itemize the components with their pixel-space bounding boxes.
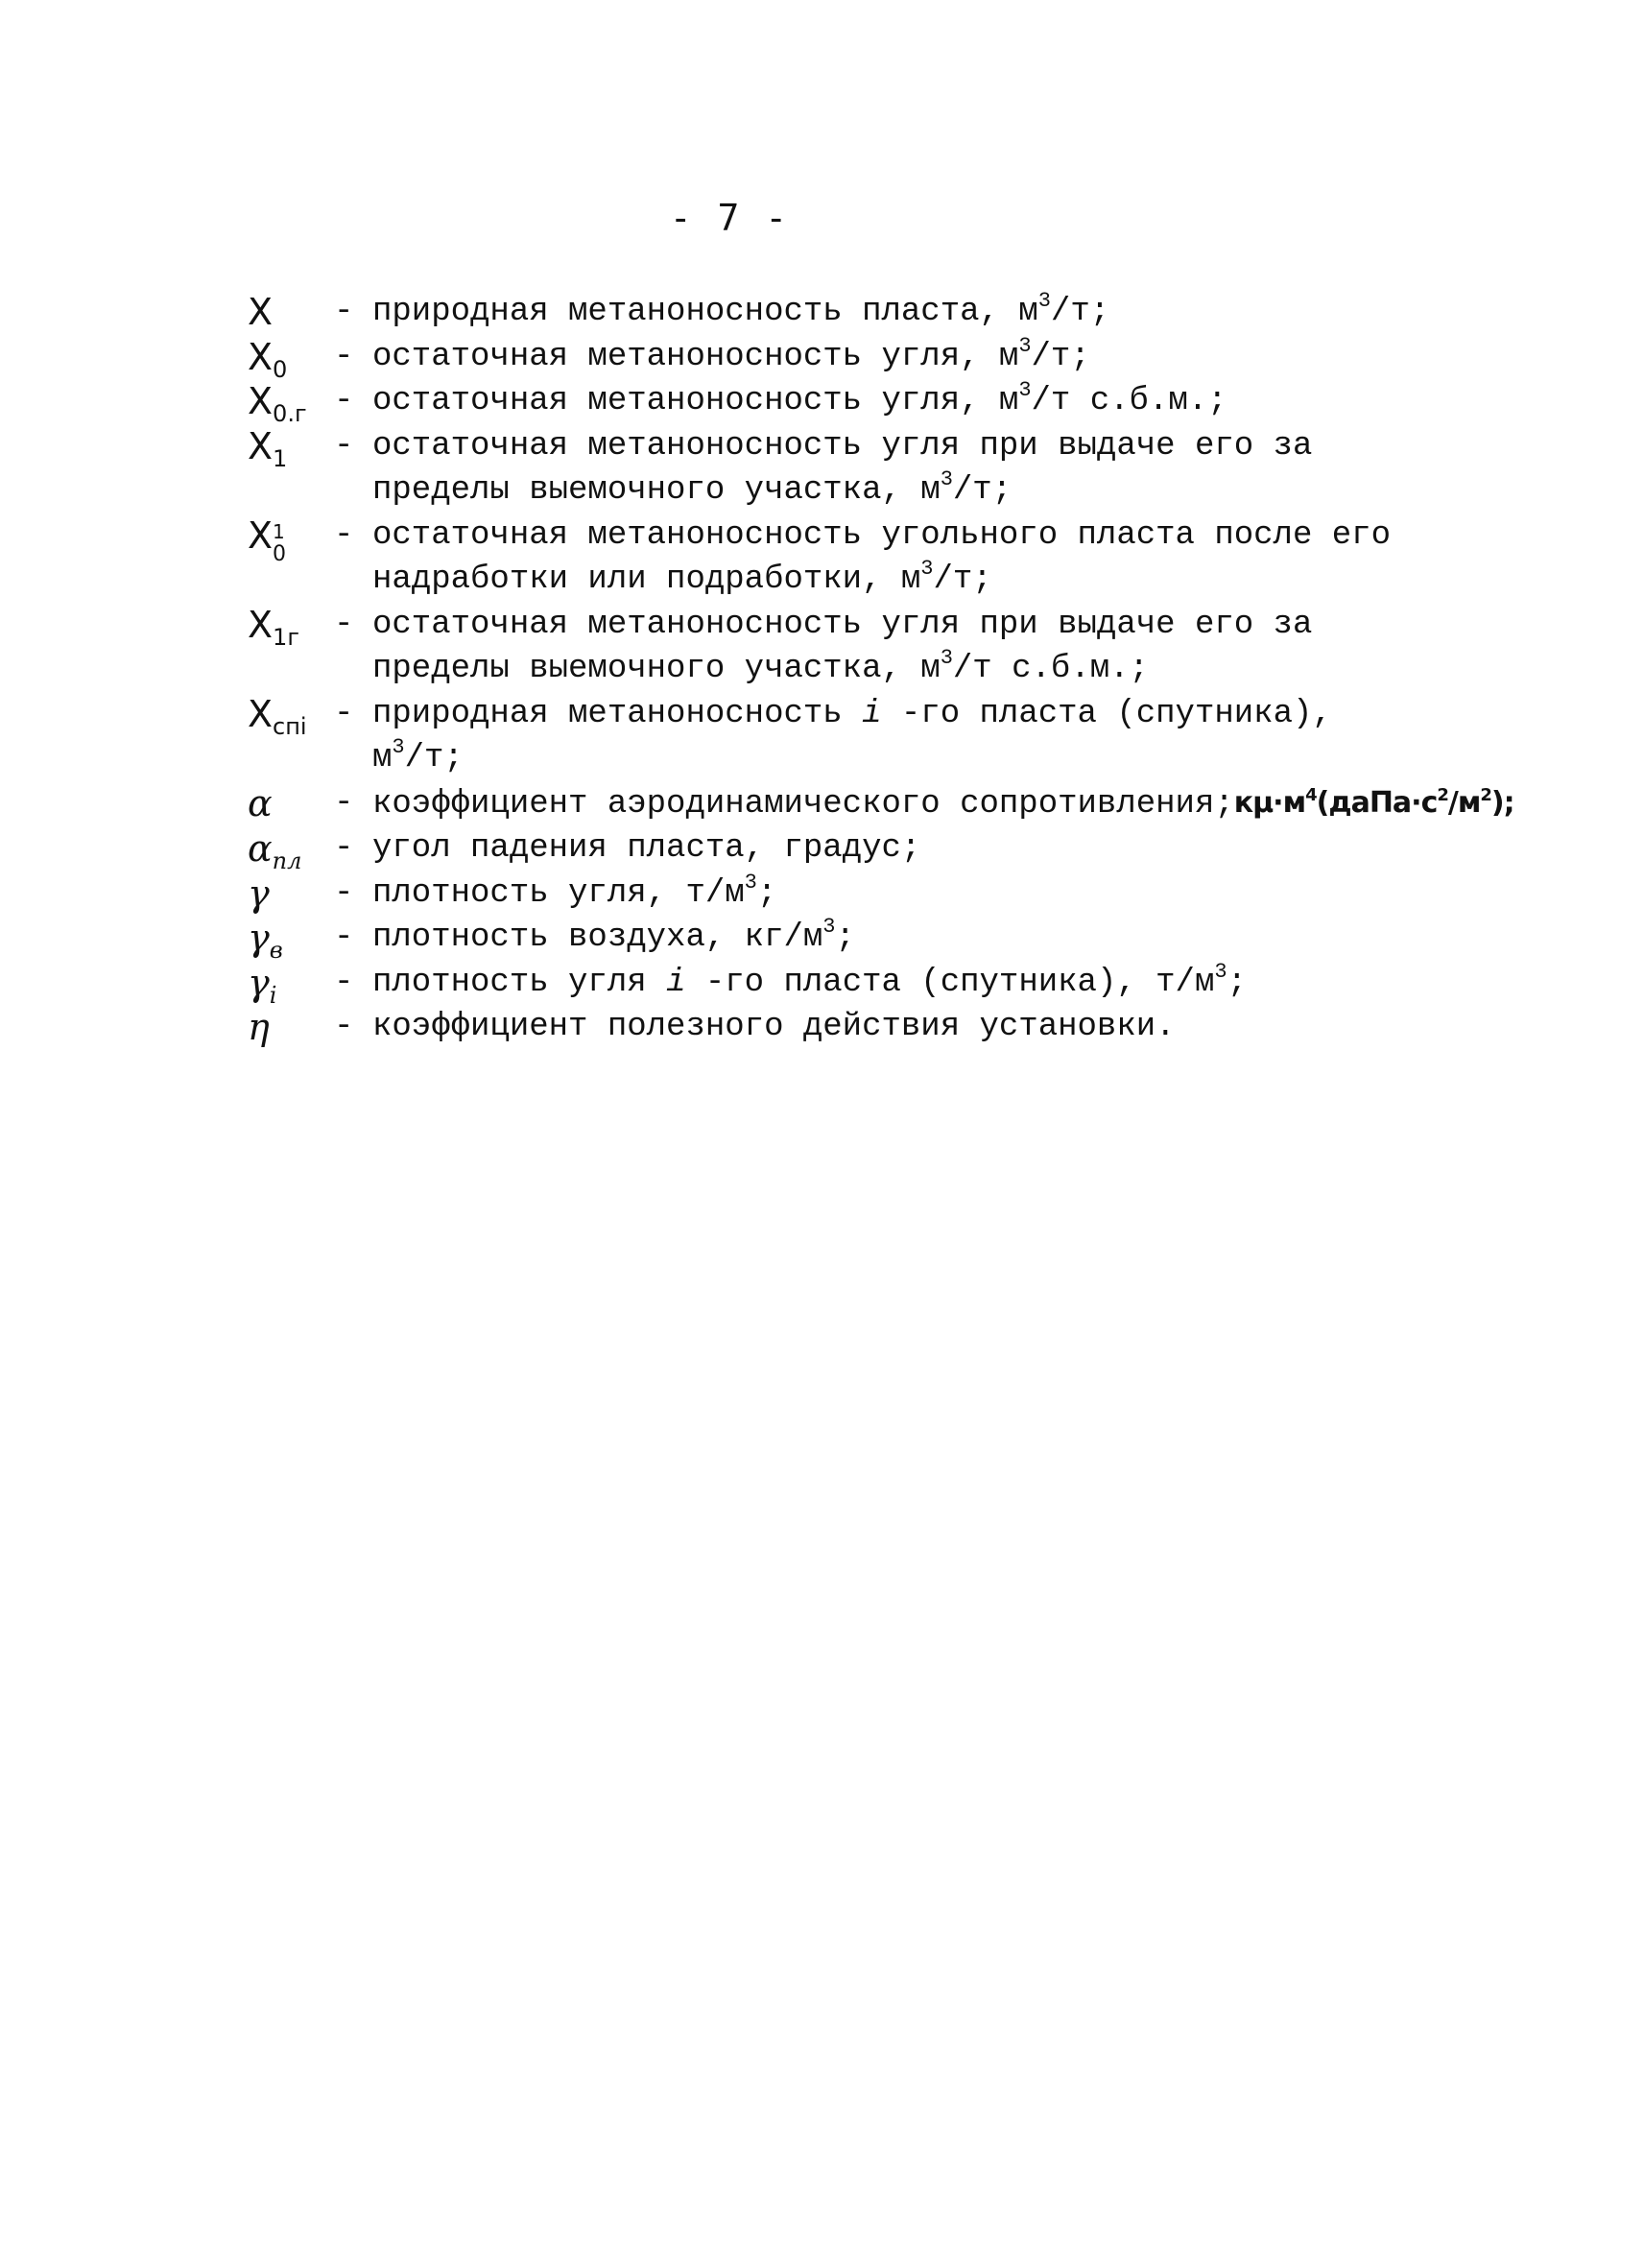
legend-entry-x1g: [248, 603, 1591, 692]
symbol: $\gamma_i$: [248, 961, 277, 1009]
dash: -: [334, 874, 354, 912]
definition-continuation: пределы выемочного участка, $м^3/т$;: [372, 467, 1013, 509]
legend-entry-x1: [248, 424, 1591, 513]
symbol: X: [248, 291, 274, 333]
dash: -: [334, 383, 354, 419]
dash: -: [334, 427, 354, 465]
definition-continuation: надработки или подработки, $м^3/т$;: [372, 557, 992, 598]
symbol: α: [248, 781, 273, 824]
definition: природная метаноносность пласта, $м^3/т$;: [372, 289, 1110, 330]
symbol: $X_{0.г}$: [248, 380, 307, 427]
definition-continuation: $м^3/т$;: [372, 735, 464, 776]
definition: плотность угля i -го пласта (спутника), $т/м^3$;: [372, 959, 1247, 1001]
legend-entry-eta: [248, 1005, 1591, 1050]
dash: -: [334, 516, 354, 554]
legend-entry-x0g: [248, 378, 1591, 427]
legend-entry-alpha: [248, 781, 1591, 827]
legend-entry-gamma-v: [248, 915, 1591, 964]
symbol: η: [248, 1006, 270, 1048]
symbol: $X_1$: [248, 424, 288, 472]
definition: остаточная метаноносность угля, $м^3/т$;: [372, 333, 1090, 375]
definition: коэффициент аэродинамического $сопротивления;к\mu\cdot м^4(даПа\cdot с^2/м^2)$;: [372, 784, 1514, 823]
dash: -: [334, 695, 354, 732]
definition: природная метаноносность i -го пласта (спутника),: [372, 695, 1332, 732]
legend-entry-x0: [248, 333, 1591, 383]
symbol: $X_{1г}$: [248, 603, 299, 651]
definition: остаточная метаноносность угля при выдаче его за: [372, 606, 1313, 643]
symbol: $X_{спi}$: [248, 692, 307, 740]
symbol: $\gamma_в$: [248, 917, 283, 964]
legend-entry-x: [248, 290, 1591, 335]
legend-entry-gamma: [248, 871, 1591, 917]
definition: остаточная метаноносность угольного пласта после его: [372, 516, 1391, 554]
legend-entry-x0-prime: [248, 513, 1591, 603]
definition: плотность угля, $т/м^3$;: [372, 870, 777, 912]
legend-entry-gamma-i: [248, 959, 1591, 1009]
page-number: - 7 -: [669, 197, 790, 239]
symbol: γ: [248, 871, 270, 915]
legend-entry-alpha-pl: [248, 826, 1591, 874]
dash: -: [334, 784, 354, 822]
definition: плотность воздуха, $кг/м^3$;: [372, 915, 855, 956]
definition: коэффициент полезного действия установки.: [372, 1009, 1176, 1045]
dash: -: [334, 294, 354, 330]
symbol-legend: [248, 290, 1591, 1050]
dash: -: [334, 338, 354, 375]
symbol: $\alpha_{пл}$: [248, 827, 302, 874]
dash: -: [334, 1009, 354, 1045]
definition: угол падения пласта, градус;: [372, 830, 921, 867]
dash: -: [334, 606, 354, 643]
definition: остаточная метаноносность угля, $м^3/т$ с.б.м.;: [372, 378, 1227, 419]
legend-entry-xspi: [248, 692, 1591, 781]
definition-continuation: пределы выемочного участка, $м^3/т$ с.б.м.;: [372, 646, 1149, 687]
definition: остаточная метаноносность угля при выдаче его за: [372, 427, 1313, 465]
symbol: $X_0$: [248, 335, 288, 383]
dash: -: [334, 964, 354, 1001]
dash: -: [334, 919, 354, 956]
unit-expression: $к\mu\cdot м^4(даПа\cdot с^2/м^2)$;: [1233, 784, 1514, 820]
dash: -: [334, 830, 354, 867]
symbol: X 1 0: [248, 513, 287, 566]
